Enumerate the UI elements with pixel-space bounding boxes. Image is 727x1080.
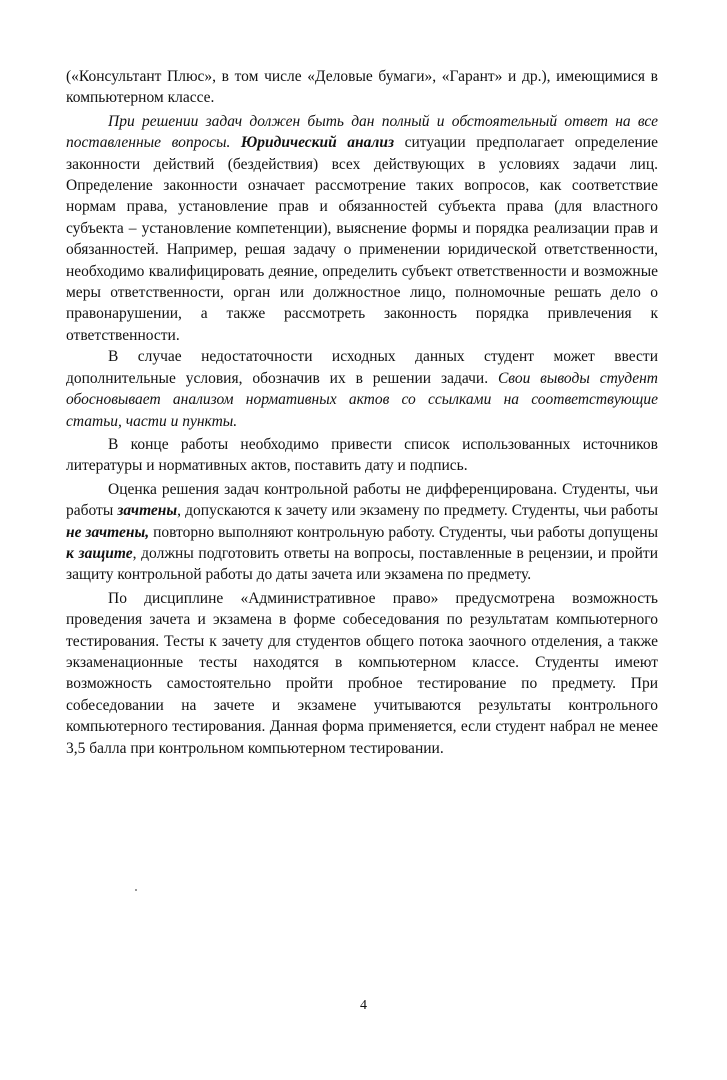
paragraph-insufficient-data xyxy=(66,346,658,432)
bold-italic-term: к защите xyxy=(66,544,133,562)
document-body xyxy=(66,66,658,759)
paragraph-text: ситуации предполагает определение законности действий (бездействия) всех действующих в условиях задачи лиц. Определение законности означает рассмотрение таких вопросов, как соответствие нормам права, установление прав и обязанностей субъекта права (для властного субъекта – установление компетенции), выяснение формы и порядка реализации прав и обязанностей. Например, решая задачу о применении юридической ответственности, необходимо квалифицировать деяние, определить субъект ответственности и возможные меры ответственности, орган или должностное лицо, полномочные решать дело о правонарушении, а также рассмотреть законность порядка привлечения к ответственности. xyxy=(66,134,659,344)
paragraph-text: Оценка решения задач контрольной работы не дифференцирована. Студенты, чьи работы xyxy=(66,480,658,520)
paragraph-text: , должны подготовить ответы на вопросы, поставленные в рецензии, и пройти защиту контрольной работы до даты зачета или экзамена по предмету. xyxy=(66,544,659,584)
bold-italic-term: не зачтены, xyxy=(66,523,150,541)
paragraph-continuation xyxy=(66,66,658,109)
paragraph-text: повторно выполняют контрольную работу. Студенты, чьи работы допущены xyxy=(149,523,658,541)
paragraph-text: В конце работы необходимо привести список использованных источников литературы и нормативных актов, поставить дату и подпись. xyxy=(66,435,658,475)
scan-speck xyxy=(135,889,137,891)
italic-text: При решении задач должен быть дан полный и обстоятельный ответ на все поставленные вопросы. xyxy=(66,112,658,152)
paragraph-testing xyxy=(66,588,658,759)
paragraph-text: По дисциплине «Административное право» предусмотрена возможность проведения зачета и экзамена в форме собеседования по результатам компьютерного тестирования. Тесты к зачету для студентов общего потока заочного отделения, а также экзаменационные тесты находятся в компьютерном классе. Студенты имеют возможность самостоятельно пройти пробное тестирование по предмету. При собеседовании на зачете и экзамене учитываются результаты контрольного компьютерного тестирования. Данная форма применяется, если студент набрал не менее 3,5 балла при контрольном компьютерном тестировании. xyxy=(66,589,658,757)
paragraph-text: В случае недостаточности исходных данных студент может ввести дополнительные условия, обозначив их в решении задачи. xyxy=(66,348,658,387)
bold-italic-term: зачтены xyxy=(117,502,178,520)
page-number: 4 xyxy=(360,998,367,1013)
paragraph-text: («Консультант Плюс», в том числе «Деловые бумаги», «Гарант» и др.), имеющимися в компьютерном классе. xyxy=(66,68,658,107)
italic-text: Свои выводы студент обосновывает анализом нормативных актов со ссылками на соответствующие статьи, части и пункты. xyxy=(66,369,659,430)
bold-italic-term: Юридический анализ xyxy=(240,134,395,152)
paragraph-sources-list xyxy=(66,434,658,477)
paragraph-text: , допускаются к зачету или экзамену по предмету. Студенты, чьи работы xyxy=(177,502,658,520)
paragraph-solving-requirements xyxy=(66,111,658,346)
paragraph-grading xyxy=(66,479,658,586)
